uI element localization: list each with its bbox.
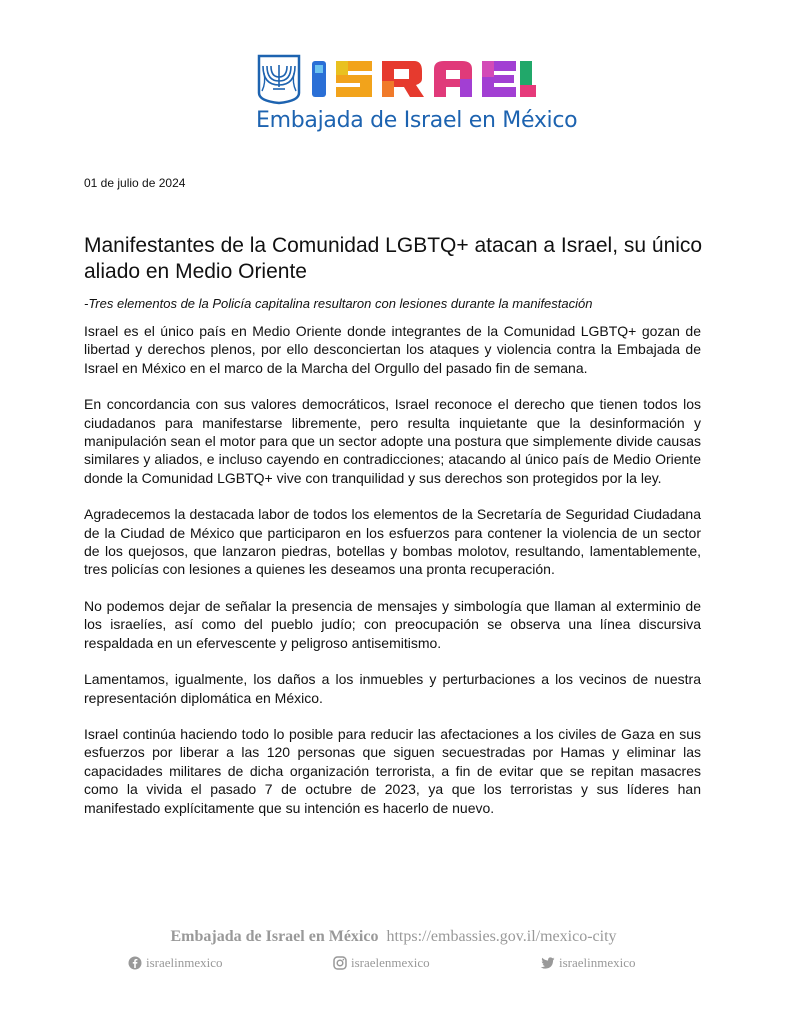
paragraph: Israel es el único país en Medio Oriente donde integrantes de la Comunidad LGBTQ+ gozan de libertad y derechos plenos, por ello desconciertan los ataques y violencia contra la Embajada de Israel en México en el marco de la Marcha del Orgullo del pasado fin de semana. [84,323,701,376]
instagram-handle-text: israelenmexico [351,955,430,970]
footer-url-link[interactable]: https://embassies.gov.il/mexico-city [386,928,617,945]
instagram-icon [333,956,347,970]
footer-org: Embajada de Israel en México [170,928,379,945]
lead-line: -Tres elementos de la Policía capitalina resultaron con lesiones durante la manifestación [84,296,593,311]
paragraph: Agradecemos la destacada labor de todos los elementos de la Secretaría de Seguridad Ciudadana de la Ciudad de México que participaron en los esfuerzos para contener la violencia de un sector de los quejosos, que lanzaron piedras, botellas y bombas molotov, resultando, lamentablemente, tres policías con lesiones a quienes les deseamos una pronta recuperación. [84,506,701,578]
twitter-handle[interactable] [540,955,636,971]
press-release-body [84,322,701,835]
footer-contact [0,928,787,946]
israel-wordmark [310,57,538,101]
letterhead [0,48,787,138]
paragraph: No podemos dejar de señalar la presencia de mensajes y simbología que llaman al exterminio de los israelíes, así como del pueblo judío; con preocupación se observa una línea discursiva respaldada en un efervescente y peligroso antisemitismo. [84,597,701,651]
paragraph: Israel continúa haciendo todo lo posible para reducir las afectaciones a los civiles de Gaza en sus esfuerzos por liberar a las 120 personas que siguen secuestradas por Hamas y eliminar las capacidades militares de dicha organización terrorista, a fin de evitar que se repitan masacres como la vivida el pasado 7 de octubre de 2023, ya que los terroristas y sus líderes han manifestado explícitamente que su intención es hacerlo de nuevo. [84,725,701,816]
facebook-handle[interactable] [128,955,223,971]
embassy-subtitle: Embajada de Israel en México [256,108,578,133]
logo [256,52,538,106]
document-date: 01 de julio de 2024 [84,176,186,190]
menorah-emblem-icon [256,53,302,105]
twitter-bird-icon [540,957,555,970]
facebook-icon [128,956,142,970]
paragraph: Lamentamos, igualmente, los daños a los inmuebles y perturbaciones a los vecinos de nuestra representación diplomática en México. [84,671,701,706]
instagram-handle[interactable] [333,955,430,971]
press-release-title: Manifestantes de la Comunidad LGBTQ+ atacan a Israel, su único aliado en Medio Oriente [84,234,703,283]
paragraph: En concordancia con sus valores democráticos, Israel reconoce el derecho que tienen todos los ciudadanos para manifestarse libremente, pero resulta inquietante que la desinformación y manipulación sean el motor para que un sector adopte una postura que simplemente divide causas similares y aliados, e incluso cayendo en contradicciones; atacando al único país de Medio Oriente donde la Comunidad LGBTQ+ vive con tranquilidad y sus derechos son protegidos por la ley. [84,396,701,486]
facebook-handle-text: israelinmexico [146,955,223,970]
twitter-handle-text: israelinmexico [559,955,636,970]
